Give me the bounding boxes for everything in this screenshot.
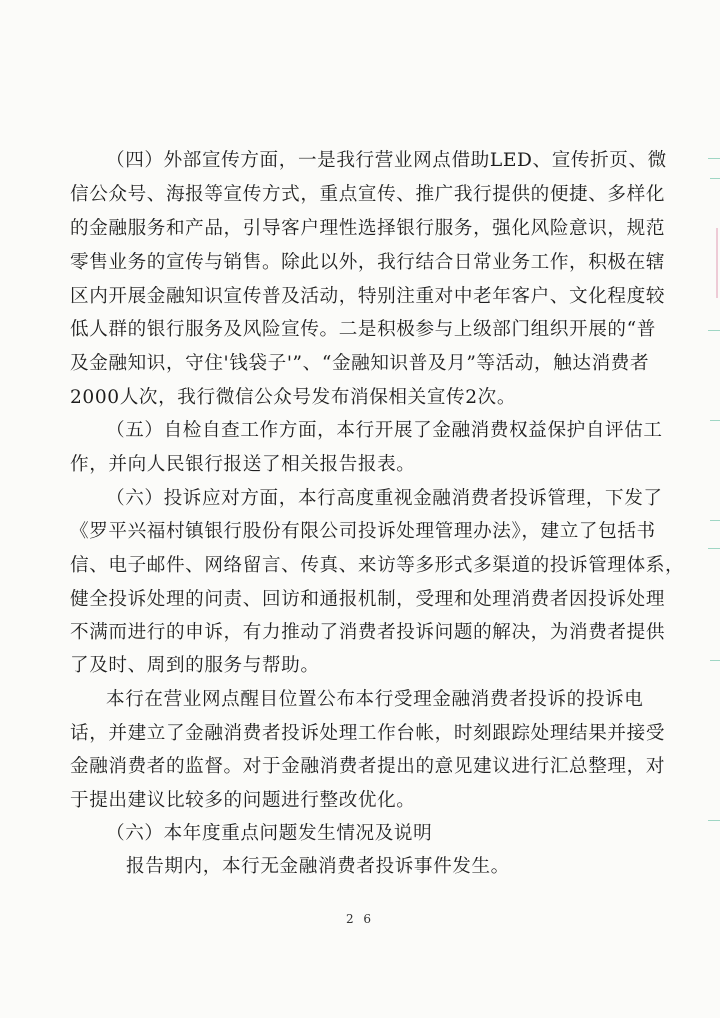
paragraph-line: 《罗平兴福村镇银行股份有限公司投诉处理管理办法》，建立了包括书 bbox=[70, 521, 656, 542]
paragraph-line: 话，并建立了金融消费者投诉处理工作台帐，时刻跟踪处理结果并接受 bbox=[70, 723, 666, 744]
paragraph-line: 信公众号、海报等宣传方式，重点宣传、推广我行提供的便捷、多样化 bbox=[70, 184, 666, 205]
paragraph-line: 本行在营业网点醒目位置公布本行受理金融消费者投诉的投诉电 bbox=[106, 689, 644, 710]
scan-artifact bbox=[708, 548, 720, 549]
scan-artifact bbox=[710, 660, 720, 661]
page-number: 2 6 bbox=[345, 912, 375, 926]
paragraph-line: 报告期内，本行无金融消费者投诉事件发生。 bbox=[126, 856, 510, 877]
scan-artifact bbox=[710, 178, 720, 179]
scan-artifact bbox=[710, 420, 720, 421]
seal-edge-mark bbox=[702, 228, 718, 298]
paragraph-line: 区内开展金融知识宣传普及活动，特别注重对中老年客户、文化程度较 bbox=[70, 286, 666, 307]
section-heading: （六）本年度重点问题发生情况及说明 bbox=[106, 823, 433, 844]
scan-artifact bbox=[708, 158, 720, 159]
paragraph-line: 作，并向人民银行报送了相关报告报表。 bbox=[70, 454, 416, 475]
paragraph-line: 2000人次，我行微信公众号发布消保相关宣传2次。 bbox=[70, 387, 517, 408]
paragraph-line: 于提出建议比较多的问题进行整改优化。 bbox=[70, 790, 416, 811]
paragraph-line: 金融消费者的监督。对于金融消费者提出的意见建议进行汇总整理，对 bbox=[70, 756, 666, 777]
paragraph-line: 了及时、周到的服务与帮助。 bbox=[70, 655, 320, 676]
scan-artifact bbox=[708, 330, 720, 331]
paragraph-line: （四）外部宣传方面，一是我行营业网点借助LED、宣传折页、微 bbox=[106, 150, 667, 171]
paragraph-line: 健全投诉处理的问责、回访和通报机制，受理和处理消费者因投诉处理 bbox=[70, 589, 666, 610]
paragraph-line: 不满而进行的申诉，有力推动了消费者投诉问题的解决，为消费者提供 bbox=[70, 622, 666, 643]
paragraph-line: 零售业务的宣传与销售。除此以外，我行结合日常业务工作，积极在辖 bbox=[70, 252, 666, 273]
paragraph-line: 信、电子邮件、网络留言、传真、来访等多形式多渠道的投诉管理体系， bbox=[70, 555, 685, 576]
paragraph-line: （五）自检自查工作方面，本行开展了金融消费权益保护自评估工 bbox=[106, 420, 663, 441]
scan-artifact bbox=[708, 820, 720, 821]
paragraph-line: 低人群的银行服务及风险宣传。二是积极参与上级部门组织开展的“普 bbox=[70, 319, 656, 340]
paragraph-line: 及金融知识，守住'钱袋子'”、“金融知识普及月”等活动，触达消费者 bbox=[70, 353, 650, 374]
paragraph-line: 的金融服务和产品，引导客户理性选择银行服务，强化风险意识，规范 bbox=[70, 218, 666, 239]
paragraph-line: （六）投诉应对方面，本行高度重视金融消费者投诉管理，下发了 bbox=[106, 488, 663, 509]
scan-artifact bbox=[710, 520, 720, 521]
